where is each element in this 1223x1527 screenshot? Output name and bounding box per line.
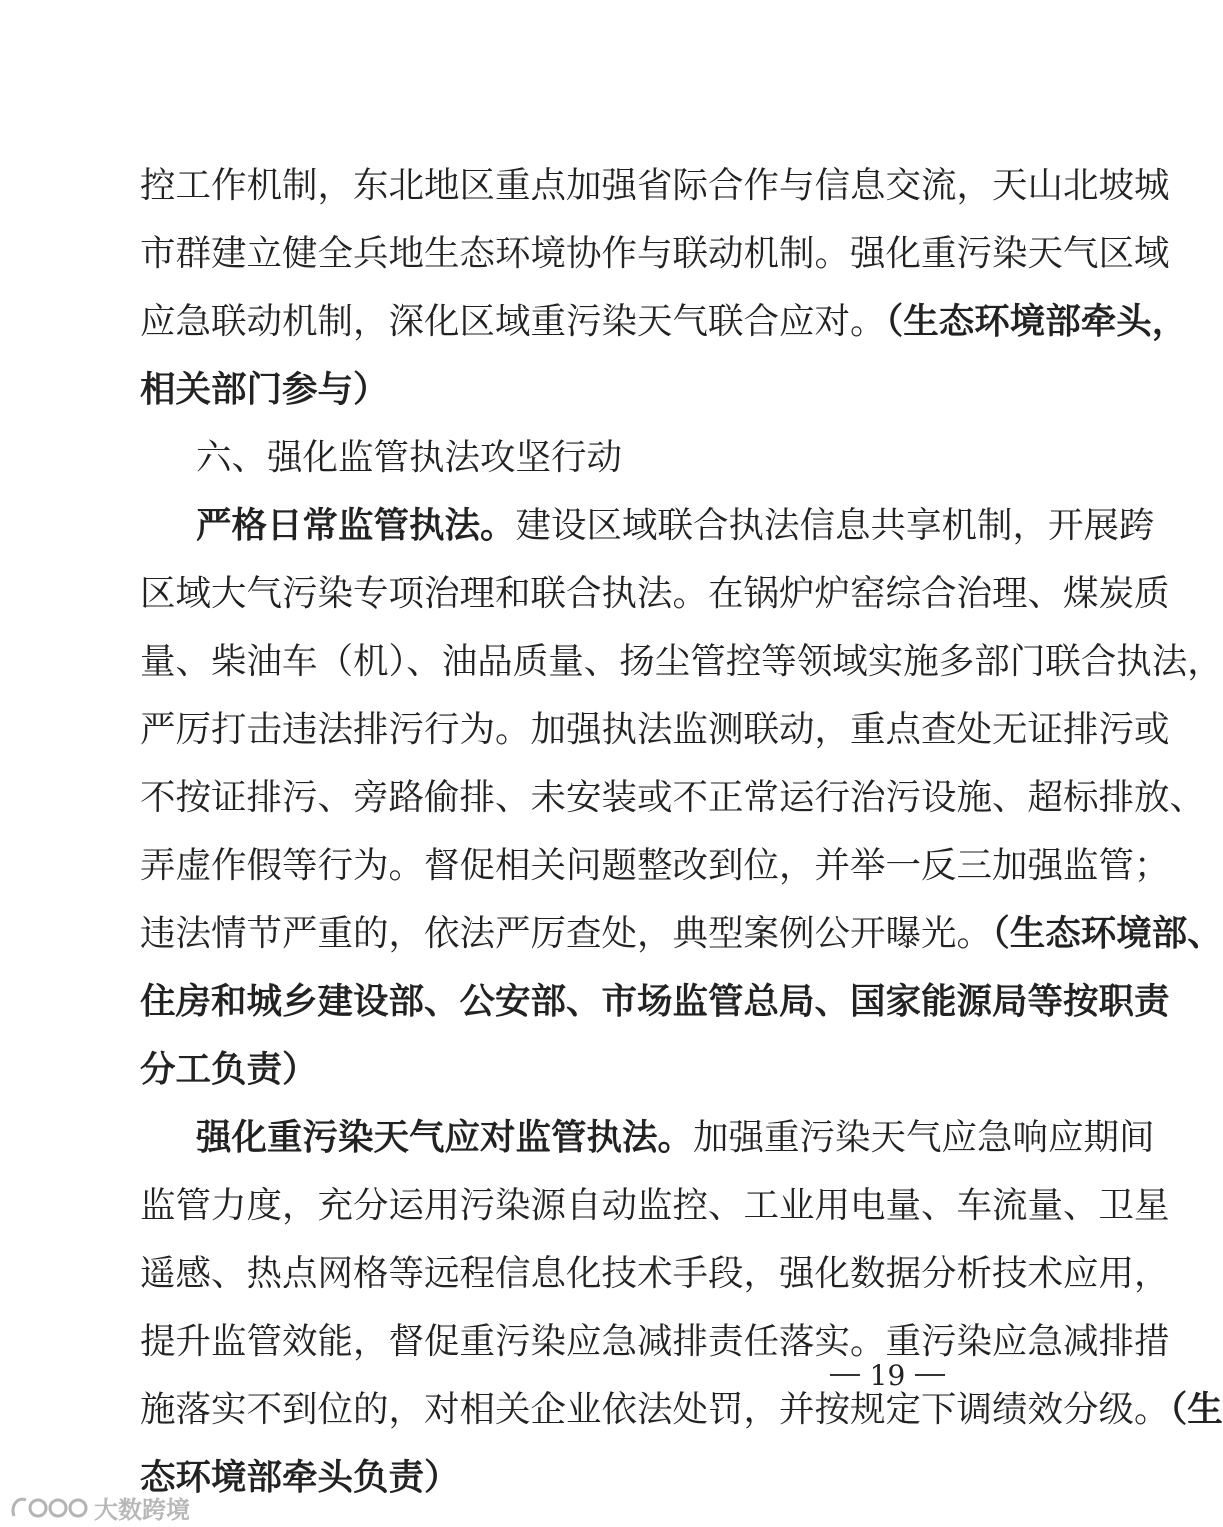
text-span: 提升监管效能，督促重污染应急减排责任落实。重污染应急减排措 (140, 1321, 1170, 1362)
text-span: 不按证排污、旁路偷排、未安装或不正常运行治污设施、超标排放、 (140, 777, 1206, 818)
paragraph-1-line-4 (140, 368, 940, 412)
paragraph-2-line-4 (140, 708, 1170, 752)
text-span: 弄虚作假等行为。督促相关问题整改到位，并举一反三加强监管； (140, 845, 1170, 886)
text-span: 遥感、热点网格等远程信息化技术手段，强化数据分析技术应用， (140, 1253, 1170, 1294)
responsible-dept-text: 态环境部牵头负责） (140, 1457, 460, 1498)
paragraph-3-line-4 (140, 1320, 1170, 1364)
responsible-dept-text: （生 (1169, 1389, 1223, 1430)
page-number-dash-right (915, 1374, 945, 1376)
paragraph-2-line-8 (140, 980, 1170, 1024)
page-number (830, 1355, 945, 1395)
responsible-dept-text: 相关部门参与） (140, 369, 389, 410)
text-span: 建设区域联合执法信息共享机制，开展跨 (515, 505, 1155, 546)
paragraph-3-line-3 (140, 1252, 1170, 1296)
paragraph-3-line-5 (140, 1388, 1223, 1432)
responsible-dept-text: 住房和城乡建设部、公安部、市场监管总局、国家能源局等按职责 (140, 981, 1170, 1022)
paragraph-2-line-5 (140, 776, 1206, 820)
page-number-value: 19 (869, 1358, 906, 1392)
text-span: 量、柴油车（机）、油品质量、扬尘管控等领域实施多部门联合执法， (140, 641, 1223, 682)
text-span: 控工作机制，东北地区重点加强省际合作与信息交流，天山北坡城 (140, 165, 1170, 206)
paragraph-2-line-6 (140, 844, 1170, 888)
text-span: 市群建立健全兵地生态环境协作与联动机制。强化重污染天气区域 (140, 233, 1170, 274)
paragraph-3-line-2 (140, 1184, 1170, 1228)
section-heading: 六、强化监管执法攻坚行动 (196, 437, 623, 478)
paragraph-2-line-9 (140, 1048, 940, 1092)
text-span: 监管力度，充分运用污染源自动监控、工业用电量、车流量、卫星 (140, 1185, 1170, 1226)
text-span: 加强重污染天气应急响应期间 (693, 1117, 1155, 1158)
responsible-dept-text: （生态环境部、 (992, 913, 1223, 954)
text-span: 严厉打击违法排污行为。加强执法监测联动，重点查处无证排污或 (140, 709, 1170, 750)
paragraph-2-line-7 (140, 912, 1223, 956)
paragraph-2-line-1 (196, 504, 1155, 548)
paragraph-1-line-3 (140, 300, 1188, 344)
watermark-logo-icon (8, 1492, 88, 1522)
watermark (8, 1490, 190, 1524)
text-span: 区域大气污染专项治理和联合执法。在锅炉炉窑综合治理、煤炭质 (140, 573, 1170, 614)
paragraph-1-line-1 (140, 164, 1170, 208)
responsible-dept-text: （生态环境部牵头， (885, 301, 1188, 342)
paragraph-2-line-3 (140, 640, 1223, 684)
text-span: 应急联动机制，深化区域重污染天气联合应对。 (140, 301, 886, 342)
paragraph-1-line-2 (140, 232, 1170, 276)
text-span: 施落实不到位的，对相关企业依法处罚，并按规定下调绩效分级。 (140, 1389, 1170, 1430)
page-number-dash-left (830, 1374, 860, 1376)
paragraph-lead-title: 严格日常监管执法。 (196, 505, 516, 546)
paragraph-3-line-1 (196, 1116, 1155, 1160)
watermark-text: 大数跨境 (94, 1495, 190, 1524)
text-span: 违法情节严重的，依法严厉查处，典型案例公开曝光。 (140, 913, 993, 954)
responsible-dept-text: 分工负责） (140, 1049, 318, 1090)
paragraph-3-line-6 (140, 1456, 940, 1500)
paragraph-2-line-2 (140, 572, 1170, 616)
paragraph-lead-title: 强化重污染天气应对监管执法。 (196, 1117, 694, 1158)
